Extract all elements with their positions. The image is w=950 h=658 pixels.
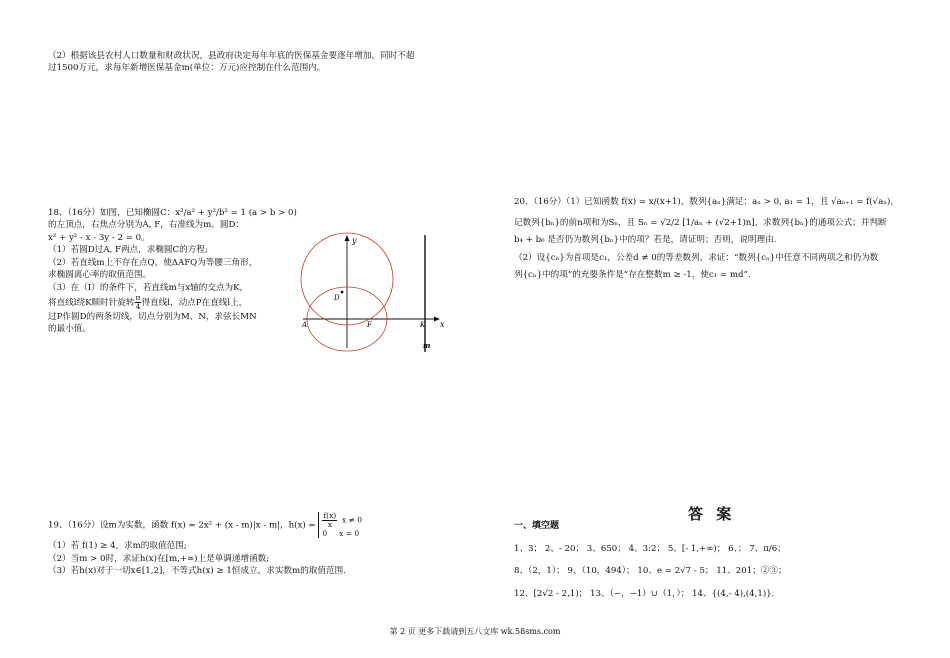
q18-rotation-fraction: $\frac{\pi}{4}$ <box>135 293 141 312</box>
label-m: m <box>423 341 431 350</box>
label-a: A <box>302 321 308 329</box>
q18-part2b: 求椭圆离心率的取值范围。 <box>48 270 152 281</box>
label-k: K <box>420 321 426 329</box>
q20-line4: （2）设{cₙ}为首项是c₁，公差d ≠ 0的等差数列，求证：“数列{cₙ}中任意不同两项之和仍为数 <box>514 252 879 263</box>
q18-part1: （1）若圆D过A, F两点，求椭圆C的方程; <box>48 245 208 256</box>
q18-part3c: 过P作圆D的两条切线，切点分别为M、N，求弦长MN <box>48 311 257 322</box>
answer-list <box>514 538 787 605</box>
question-20 <box>514 192 899 283</box>
q20-line5: 列{cₙ}中的项”的充要条件是“存在整数m ≥ -1，使c₁ = md”. <box>514 269 751 280</box>
q18-part3b-post: 得直线l，动点P在直线l上， <box>141 298 248 309</box>
q18-part2a: （2）若直线m上不存在点Q，使ΔAFQ为等腰三角形， <box>48 257 258 268</box>
label-y: y <box>352 236 357 245</box>
q20-line3: b₄ + b₆ 是否仍为数列{bₙ}中的项？若是，请证明；否则，说明理由. <box>514 235 777 246</box>
q20-line2: 记数列{bₙ}的前n项和为Sₙ，且 Sₙ = √2/2 [1/aₙ + (√2+1)n]，求数列{bₙ}的通项公式；并判断 <box>514 218 887 229</box>
q18-part3b-pre: 将直线l绕K顺时针旋转 <box>48 298 135 309</box>
answer-row-3: 12、[2√2 - 2,1)； 13、（−，−1）∪（1，）； 14、{(4,- 4),(4,1)}． <box>514 588 781 599</box>
q19-piecewise: $\frac{f(x)}{x}$ x ≠ 0 0 x = 0 <box>318 512 362 538</box>
q19-part1: （1）若 f(1) ≥ 4，求m的取值范围; <box>48 541 187 552</box>
q18-line2: 的左顶点，右焦点分别为A, F，右准线为m。圆D： <box>48 220 244 231</box>
answer-row-2: 8、（2，1）； 9、（10，494）； 10、e = 2√7 - 5； 11、201；②③； <box>514 566 787 577</box>
label-f: F <box>367 321 372 329</box>
q17-line2: 过1500万元，求每年新增医保基金m(单位：万元)应控制在什么范围内。 <box>48 63 326 74</box>
q18-part3d: 的最小值。 <box>48 324 91 335</box>
label-d: D <box>334 294 340 302</box>
answer-title: 答 案 <box>688 505 736 523</box>
label-x: x <box>440 320 445 329</box>
q19-part2: （2）当m > 0时，求证h(x)在[m,+∞)上是单调递增函数; <box>48 553 270 564</box>
question-17-part2 <box>48 50 414 75</box>
point-d <box>341 291 344 294</box>
q19-part3: （3）若h(x)对于一切x∈[1,2]，不等式h(x) ≥ 1恒成立，求实数m的取值范围. <box>48 566 346 577</box>
question-18 <box>48 207 297 336</box>
answer-row-1: 1、3； 2、- 20； 3、650； 4、3:2； 5、[- 1,+∞)； 6、； 7、π/6； <box>514 544 786 554</box>
q18-part3a: （3）在（Ⅰ）的条件下，若直线m与x轴的交点为K， <box>48 282 249 293</box>
q18-header: 18、（16分）如图，已知椭圆 <box>48 208 161 218</box>
q18-figure <box>295 230 455 360</box>
q19-header: 19、（16分）设m为实数，函数 f(x) = 2x² + (x - m)|x - m|，h(x) = <box>48 520 316 531</box>
q18-ellipse-equation: C：x²/a² + y²/b² = 1 (a > b > 0) <box>160 208 297 218</box>
page-footer: 第 2 页 更多下载请到五八文库 wk.58sms.com <box>389 627 561 636</box>
q20-header: 20、（16分）（1）已知函数 f(x) = x/(x+1)，数列{aₙ}满足：aₙ > 0, a₁ = 1，且 √aₙ₊₁ = f(√aₙ)， <box>514 197 899 207</box>
q18-circle-equation: x² + y² - x - 3y - 2 = 0。 <box>48 232 150 243</box>
answer-section-heading: 一、填空题 <box>514 521 560 531</box>
question-19 <box>48 512 362 577</box>
q17-line1: （2）根据该县农村人口数量和财政状况，县政府决定每年年底的医保基金要逐年增加，同时不超 <box>48 51 415 61</box>
y-axis-arrow <box>345 235 350 241</box>
